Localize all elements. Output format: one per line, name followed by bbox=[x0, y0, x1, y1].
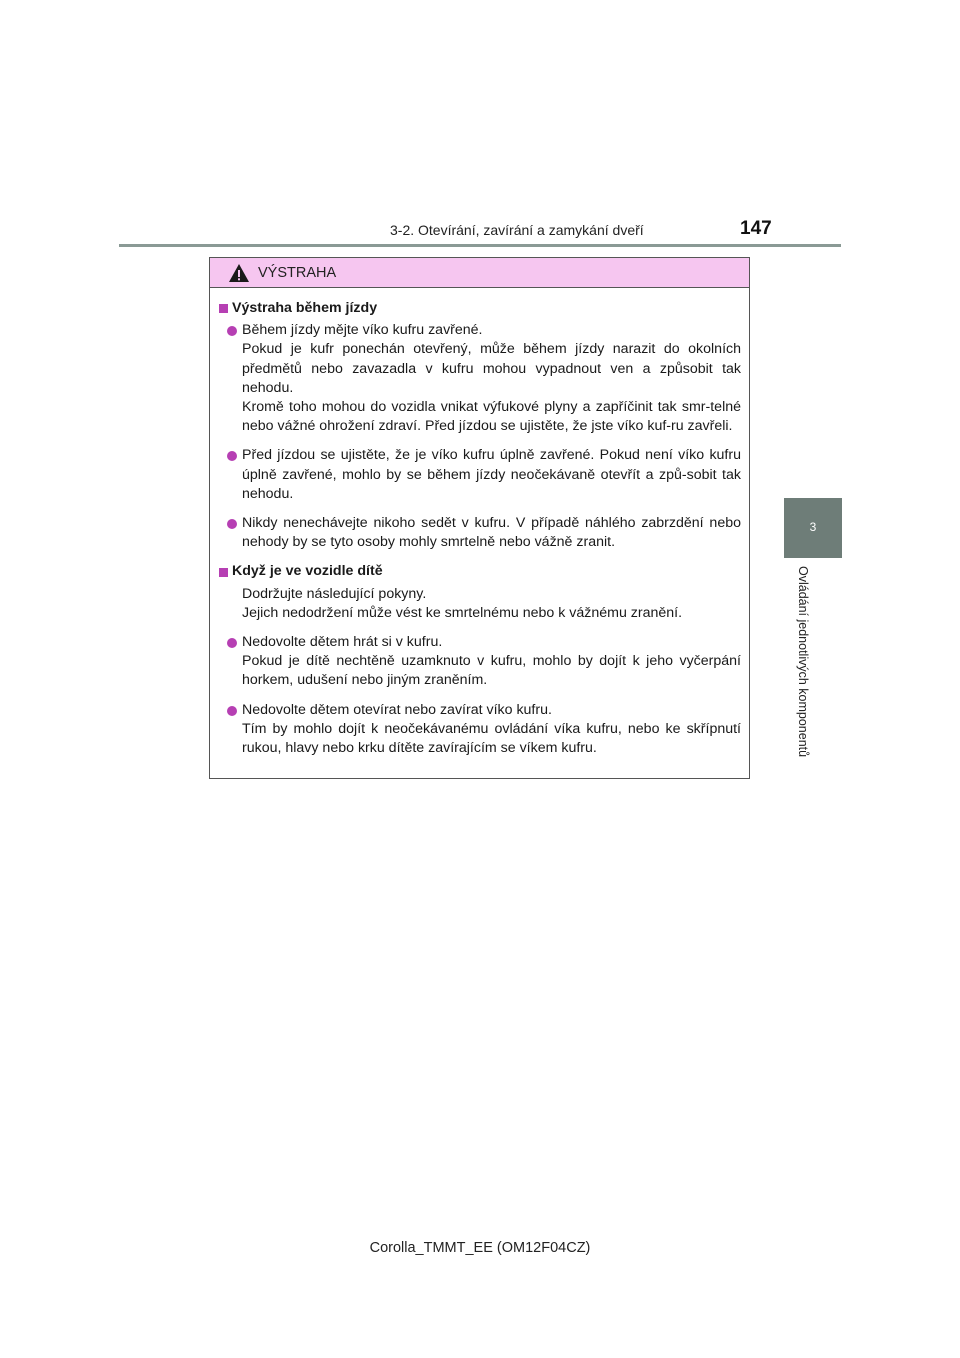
square-bullet-icon bbox=[219, 568, 228, 577]
footer-model-code: Corolla_TMMT_EE (OM12F04CZ) bbox=[369, 1240, 591, 1256]
page-number: 147 bbox=[740, 218, 772, 239]
warning-title: VÝSTRAHA bbox=[258, 264, 337, 281]
warning-triangle-icon bbox=[228, 263, 250, 283]
section-heading: Když je ve vozidle dítě bbox=[218, 562, 741, 581]
list-item: Nikdy nenechávejte nikoho sedět v kufru. V případě náhlého zabrzdění nebo nehody by se tyto osoby mohly smrtelně nebo vážně zranit. bbox=[218, 514, 741, 552]
round-bullet-icon bbox=[227, 638, 237, 648]
section-title: 3-2. Otevírání, zavírání a zamykání dveří bbox=[390, 222, 644, 238]
round-bullet-icon bbox=[227, 519, 237, 529]
round-bullet-icon bbox=[227, 326, 237, 336]
chapter-tab-label: Ovládání jednotlivých komponentů bbox=[796, 566, 810, 758]
chapter-tab[interactable] bbox=[784, 498, 842, 558]
round-bullet-icon bbox=[227, 706, 237, 716]
warning-body bbox=[210, 288, 749, 758]
section-heading: Výstraha během jízdy bbox=[218, 299, 741, 318]
section-intro: Dodržujte následující pokyny. Jejich nedodržení může vést ke smrtelnému nebo k vážnému zranění. bbox=[242, 585, 683, 621]
warning-box bbox=[209, 257, 750, 779]
warning-header bbox=[210, 258, 749, 288]
list-item: Nedovolte dětem hrát si v kufru. Pokud je dítě nechtěně uzamknuto v kufru, mohlo by dojít k jeho vyčerpání horkem, udušení nebo jiným zraněním. bbox=[218, 633, 741, 691]
list-item: Před jízdou se ujistěte, že je víko kufru úplně zavřené. Pokud není víko kufru úplně zavřené, mohlo by se během jízdy neočekávaně otevřít a způ-sobit tak nehodu. bbox=[218, 446, 741, 504]
list-item: Nedovolte dětem otevírat nebo zavírat víko kufru. Tím by mohlo dojít k neočekávanému ovládání víka kufru, nebo ke skřípnutí rukou, hlavy nebo krku dítěte zavírajícím se víkem kufru. bbox=[218, 701, 741, 759]
chapter-tab-number: 3 bbox=[809, 520, 817, 534]
header-divider bbox=[119, 244, 841, 247]
square-bullet-icon bbox=[219, 304, 228, 313]
round-bullet-icon bbox=[227, 451, 237, 461]
list-item: Během jízdy mějte víko kufru zavřené. Pokud je kufr ponechán otevřený, může během jízdy narazit do okolních předmětů nebo zavazadla v kufru mohou vypadnout ven a způsobit tak nehodu. Kromě toho mohou do vozidla vnikat výfukové plyny a zapříčinit tak smr-telné nebo vážné ohrožení zdraví. Před jízdou se ujistěte, že jste víko kuf-ru zavřeli. bbox=[218, 321, 741, 436]
